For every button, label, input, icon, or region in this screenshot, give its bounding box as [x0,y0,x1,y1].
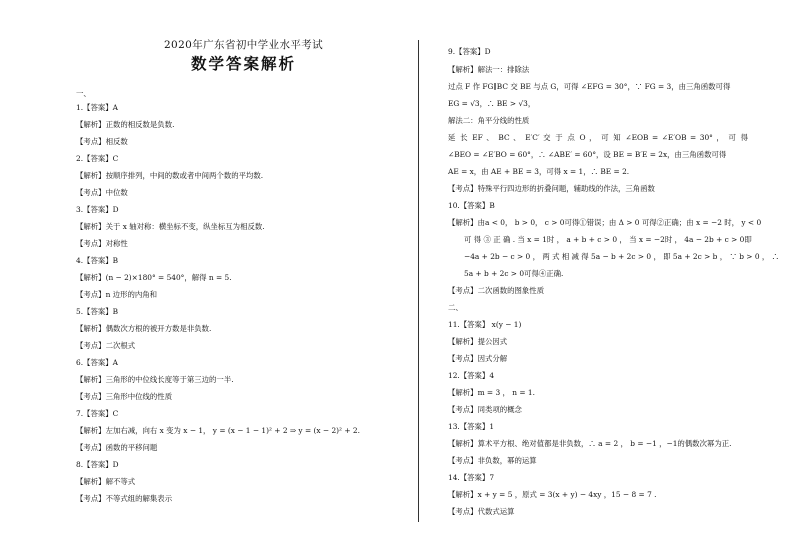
answer-line: 1.【答案】A [76,103,118,112]
topic-line: 【考点】二次根式 [76,341,136,350]
answer-line: 7.【答案】C [76,409,119,418]
exam-title: 2020年广东省初中学业水平考试 [163,39,324,51]
analysis-line: 【解析】解不等式 [76,477,136,486]
answer-line: 12.【答案】4 [448,371,495,380]
topic-line: 【考点】因式分解 [448,354,508,363]
topic-line: 【考点】n 边形的内角和 [76,290,158,299]
solution-line: ∠BEO = ∠E′BO = 60°，∴ ∠ABE′ = 60°，设 BE = B′E = 2x，由三角函数可得 [448,150,727,159]
analysis-line: 【解析】提公因式 [448,337,508,346]
solution-line: AE = x，由 AE + BE = 3，可得 x = 1，∴ BE = 2. [448,167,630,176]
analysis-line: 【解析】算术平方根、绝对值都是非负数，∴ a = 2 ， b = −1 ，−1的偶数次幂为正. [448,439,732,448]
solution-line: 解法二：角平分线的性质 [448,116,530,125]
answer-line: 6.【答案】A [76,358,118,367]
solution-line: 过点 F 作 FG∥BC 交 BE 与点 G，可得 ∠EFG = 30°，∵ FG = 3，由三角函数可得 [448,82,731,91]
topic-line: 【考点】代数式运算 [448,507,515,516]
solution-line: −4a + 2b − c > 0 ， 两 式 相 减 得 5a − b + 2c > 0 ， 即 5a + 2c > b ， ∵ b > 0 ， ∴ [464,252,780,261]
section-heading: 一、 [76,89,91,98]
solution-line: 5a + b + 2c > 0可得④正确. [464,269,564,278]
topic-line: 【考点】非负数，幂的运算 [448,456,537,465]
analysis-line: 【解析】三角形的中位线长度等于第三边的一半. [76,375,234,384]
topic-line: 【考点】中位数 [76,188,128,197]
analysis-line: 【解析】正数的相反数是负数. [76,120,175,129]
document-title: 数学答案解析 [190,54,296,73]
analysis-line: 【解析】左加右减，向右 x 变为 x − 1， y = (x − 1 − 1)² + 2 ⇒ y = (x − 2)² + 2. [76,426,360,435]
analysis-line: 【解析】解法一：排除法 [448,65,530,74]
answer-line: 8.【答案】D [76,460,119,469]
answer-line: 3.【答案】D [76,205,119,214]
solution-line: 延 长 EF 、 BC 、 E′C′ 交 于 点 O ， 可 知 ∠EOB = ∠E′OB = 30° ， 可 得 [448,133,748,142]
topic-line: 【考点】三角形中位线的性质 [76,392,173,401]
answer-line: 14.【答案】7 [448,473,495,482]
analysis-line: 【解析】x + y = 5 ，原式 = 3(x + y) − 4xy ，15 − 8 = 7 . [448,490,657,499]
topic-line: 【考点】特殊平行四边形的折叠问题，辅助线的作法，三角函数 [448,184,655,193]
topic-line: 【考点】相反数 [76,137,128,146]
answer-line: 11.【答案】 x(y − 1) [448,320,522,329]
answer-line: 5.【答案】B [76,307,119,316]
topic-line: 【考点】函数的平移问题 [76,443,158,452]
answer-line: 13.【答案】1 [448,422,495,431]
topic-line: 【考点】对称性 [76,239,128,248]
analysis-line: 【解析】(n − 2)×180° = 540°，解得 n = 5. [76,273,232,282]
topic-line: 【考点】同类项的概念 [448,405,522,414]
column-divider [418,40,419,522]
answer-line: 2.【答案】C [76,154,119,163]
analysis-line: 【解析】m = 3 ， n = 1. [448,388,535,397]
answer-line: 9.【答案】D [448,47,491,56]
solution-line: EG = √3，∴ BE > √3， [448,99,536,108]
topic-line: 【考点】不等式组的解集表示 [76,494,173,503]
solution-line: 可 得 ③ 正 确 . 当 x = 1时 ， a + b + c > 0 ， 当 x = −2时 ， 4a − 2b + c > 0即 [464,235,752,244]
answer-line: 10.【答案】B [448,201,495,210]
analysis-line: 【解析】按顺序排列，中间的数或者中间两个数的平均数. [76,171,264,180]
analysis-line: 【解析】由a < 0， b > 0， c > 0可得①错误；由 Δ > 0 可得②正确；由 x = −2 时， y < 0 [448,218,762,227]
section-heading: 二、 [448,303,463,312]
topic-line: 【考点】二次函数的图象性质 [448,286,545,295]
analysis-line: 【解析】偶数次方根的被开方数是非负数. [76,324,212,333]
analysis-line: 【解析】关于 x 轴对称：横坐标不变，纵坐标互为相反数. [76,222,265,231]
answer-line: 4.【答案】B [76,256,119,265]
